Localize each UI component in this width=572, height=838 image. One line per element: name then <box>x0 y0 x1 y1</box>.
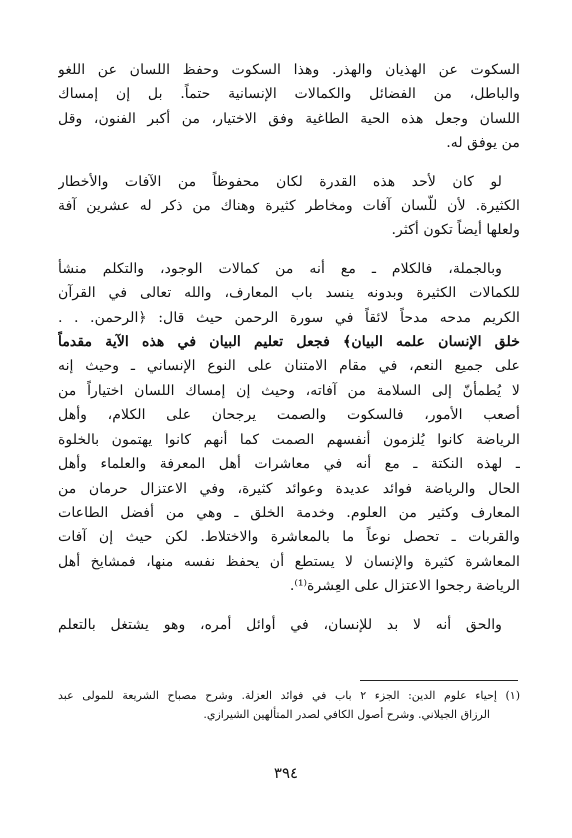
text-line: والقربات ـ تحصل نوعاً ما بالمعاشرة والاختلاط. لكن حيث إن آفات <box>58 529 520 546</box>
paragraph-4 <box>58 613 520 637</box>
text-line: المعاشرة كثيرة والإنسان لا يستطع أن يحفظ نفسه منها، فمشايخ أهل <box>58 553 520 570</box>
paragraph-3 <box>58 257 520 599</box>
text-line: ولعلها أيضاً تكون أكثر. <box>391 222 520 239</box>
text-line: والباطل، من الفضائل والكمالات الإنسانية حتماً. بل إن إمساك <box>58 86 520 103</box>
text-line: لا يُطمأنّ إلى السلامة من آفاته، وحيث إن إمساك اللسان اختياراً من <box>58 382 520 399</box>
paragraph-1 <box>58 58 520 156</box>
text-line: من يوفق له. <box>446 135 520 152</box>
text-line: السكوت عن الهذيان والهذر. وهذا السكوت وحفظ اللسان عن اللغو <box>58 62 520 78</box>
footnote <box>58 686 520 724</box>
text-line: لو كان لأحد هذه القدرة لكان محفوظاً من الآفات والأخطار <box>58 173 502 190</box>
text-line: الرياضة رجحوا الاعتزال على العِشرة⁽¹⁾. <box>289 578 520 595</box>
text-line: على جميع النعم، في مقام الامتنان على النوع الإنساني ـ وحيث إنه <box>58 358 520 375</box>
text-line: خلق الإنسان علمه البيان﴾ فجعل تعليم البيان في هذه الآية مقدماً <box>58 334 520 351</box>
footnote-line: الرزاق الجيلاني. وشرح أصول الكافي لصدر المتألهين الشيرازي. <box>203 708 490 721</box>
text-line: الحال والرياضة فوائد عديدة وعوائد كثيرة، وفي الاعتزال حرمان من <box>58 480 520 497</box>
footnote-divider <box>360 680 518 681</box>
text-line: اللسان وجعل هذه الحية الطاغية وفق الاختيار، من أكبر الفنون، وقل <box>58 110 520 127</box>
page-body <box>58 58 520 651</box>
text-line: ـ لهذه النكتة ـ مع أنه في معاشرات أهل المعرفة والعلماء وأهل <box>58 456 520 473</box>
text-line: والحق أنه لا بد للإنسان، في أوائل أمره، وهو يشتغل بالتعلم <box>58 616 502 633</box>
paragraph-2 <box>58 170 520 243</box>
page-number: ٣٩٤ <box>273 764 299 782</box>
text-line: للكمالات الكثيرة وبدونه ينسد باب المعارف، والله تعالى في القرآن <box>58 285 520 302</box>
footnote-line: (١) إحياء علوم الدين: الجزء ٢ باب في فوائد العزلة. وشرح مصباح الشريعة للمولى عبد <box>58 689 520 702</box>
text-line: الرياضة كانوا يُلزمون أنفسهم الصمت كما أنهم كانوا يهتمون بالخلوة <box>58 431 520 448</box>
text-line: المعارف وكثير من العلوم. وخدمة الخلق ـ وهي من أفضل الطاعات <box>58 504 520 521</box>
text-line: أصعب الأمور، فالسكوت والصمت يرجحان على الكلام، وأهل <box>58 407 520 424</box>
text-line: الكثيرة. لأن للّسان آفات ومخاطر كثيرة وهناك من ذكر له عشرين آفة <box>58 198 520 215</box>
text-line: الكريم مدحه مدحاً لائقاً في سورة الرحمن حيث قال: ﴿الرحمن. . . <box>58 309 520 326</box>
text-line: وبالجملة، فالكلام ـ مع أنه من كمالات الوجود، والتكلم منشأ <box>58 260 502 277</box>
